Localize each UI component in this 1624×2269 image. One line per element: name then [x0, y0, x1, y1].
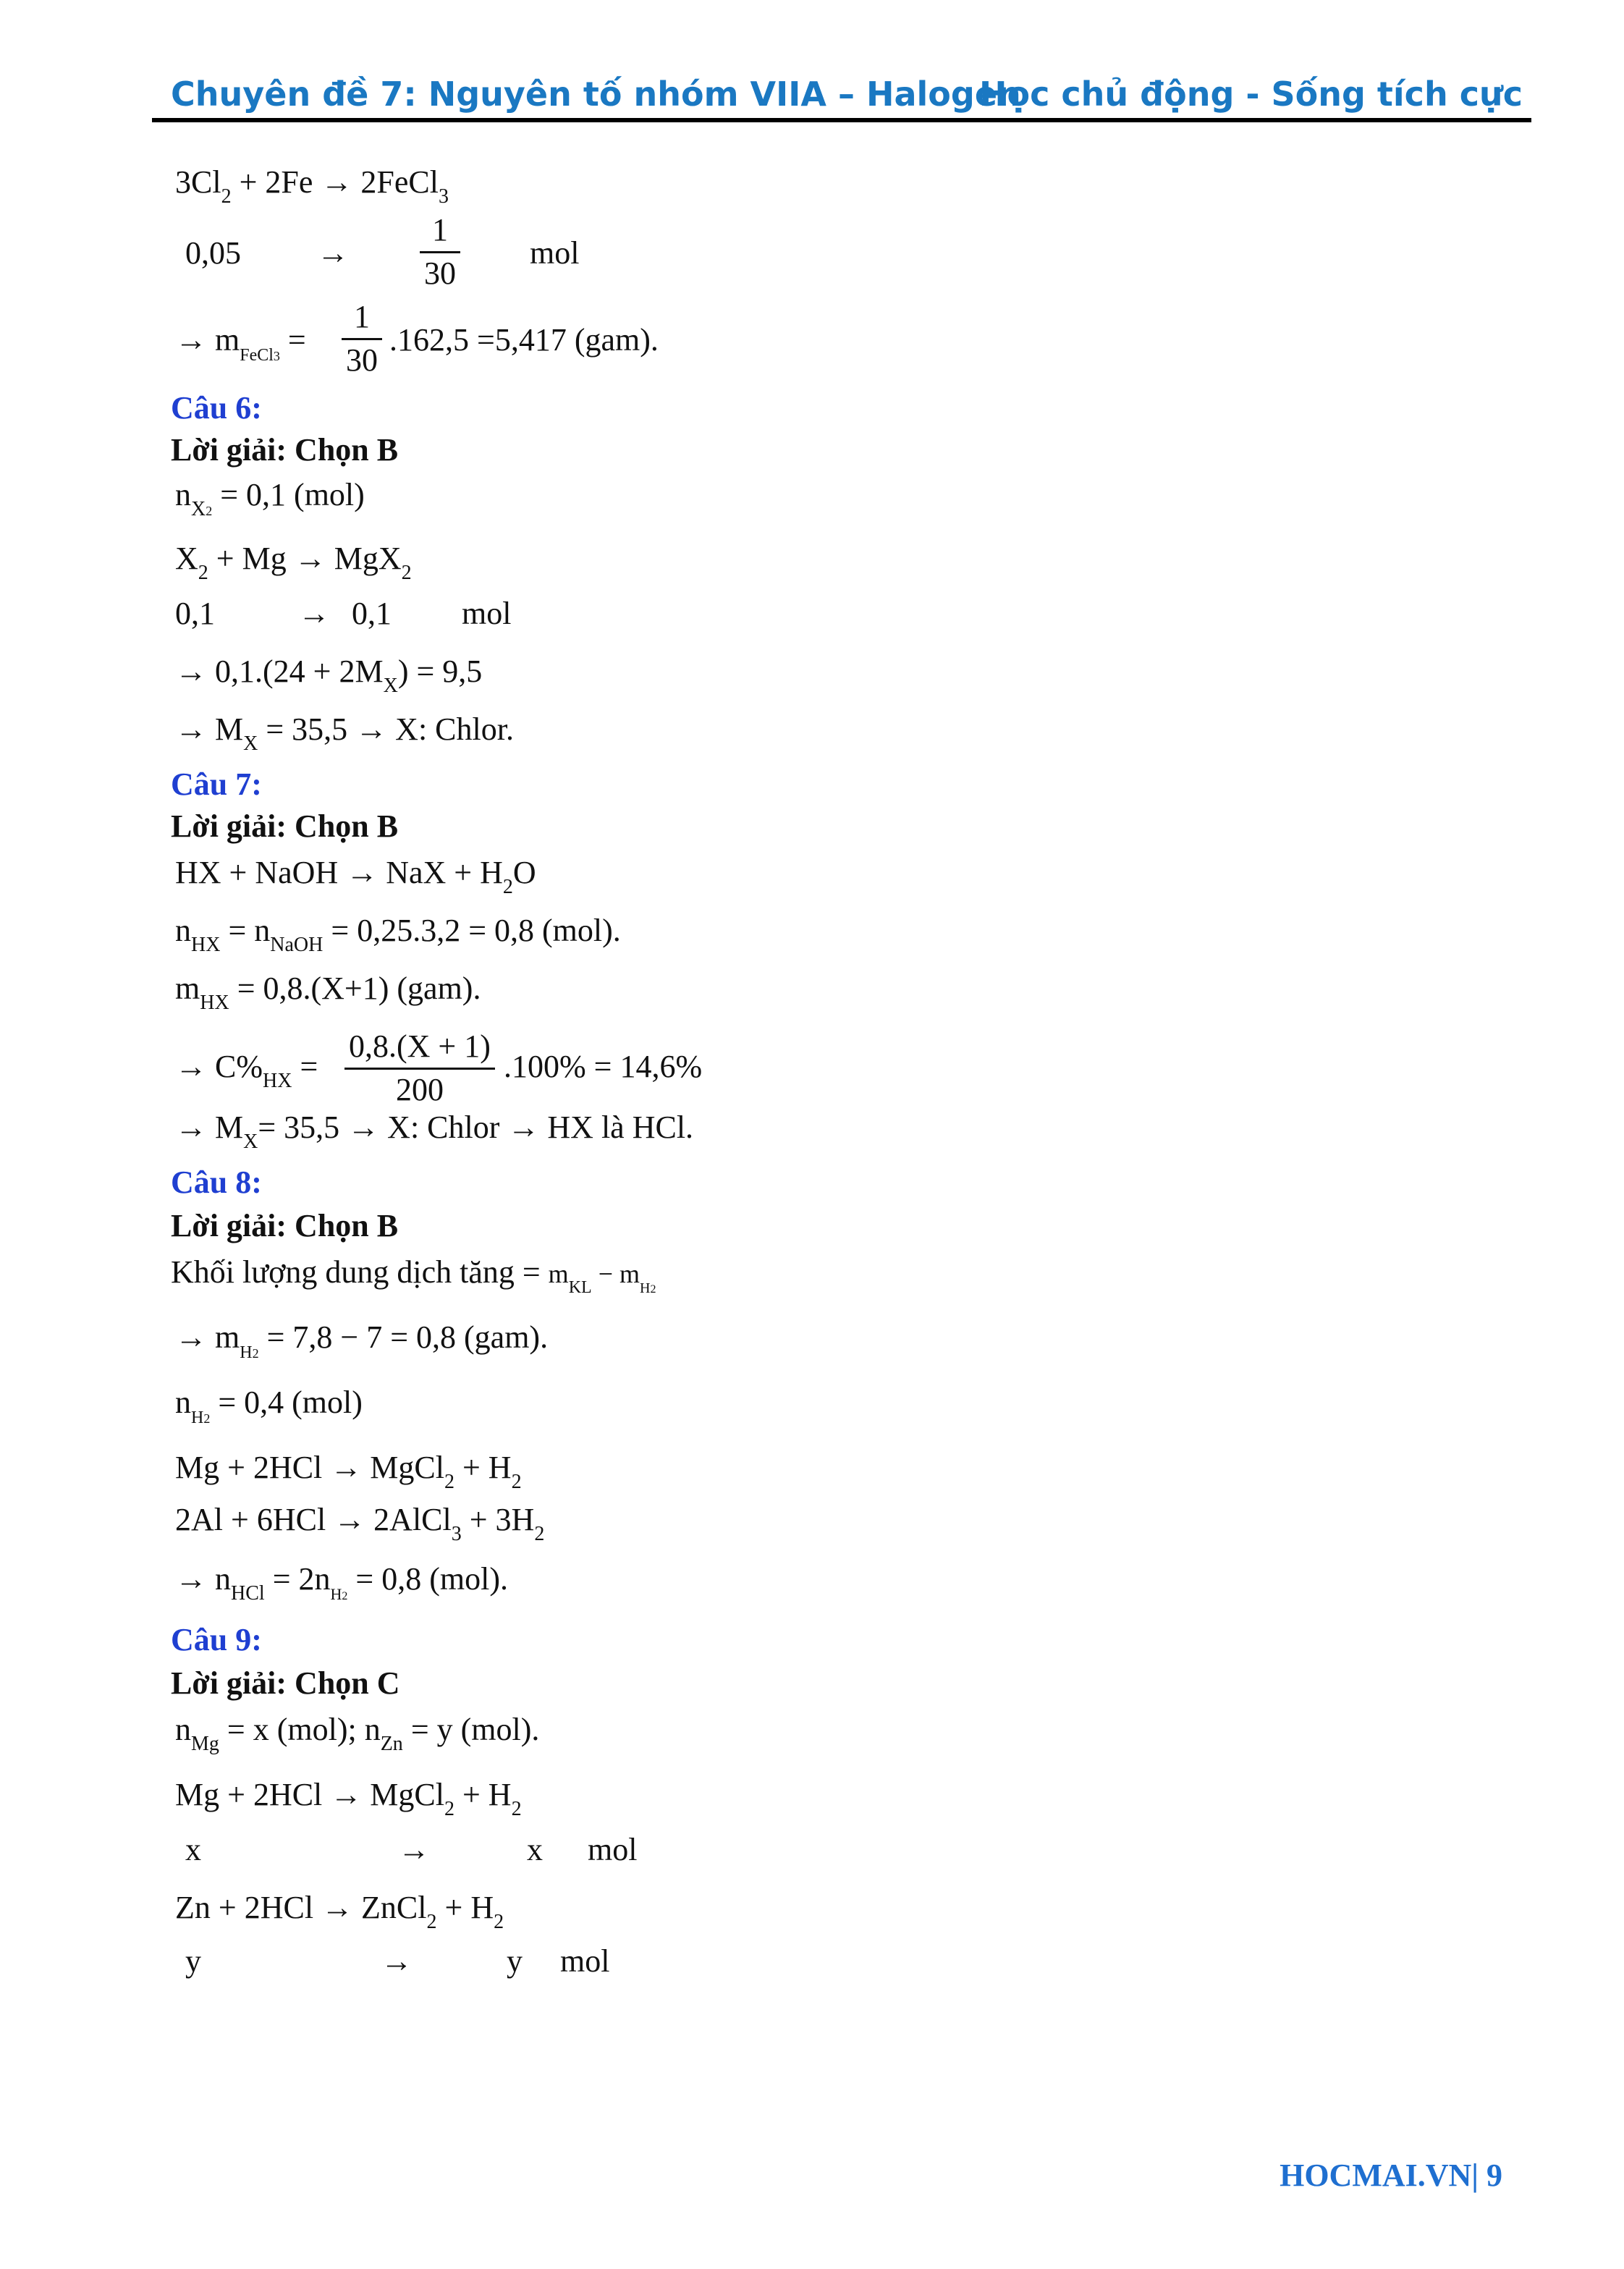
eq-text: = 0,1 (mol)	[212, 477, 365, 512]
equation-line	[175, 1028, 1531, 1109]
equation-line	[175, 1776, 1531, 1831]
eq-text: = 35,5 → X: Chlor → HX là HCl.	[258, 1110, 694, 1145]
eq-text: = 35,5 → X: Chlor.	[258, 711, 514, 747]
equation-line	[175, 1501, 1531, 1560]
fraction	[342, 298, 382, 380]
eq-text: .100% = 14,6%	[504, 1049, 703, 1084]
equation-line	[175, 653, 1531, 711]
eq-text: = 0,4 (mol)	[210, 1385, 363, 1420]
eq-text: Mg + 2HCl → MgCl	[175, 1777, 444, 1812]
eq-text: n	[175, 1385, 191, 1420]
eq-text: + 2Fe → 2FeCl	[231, 164, 439, 200]
fraction-numerator: 0,8.(X + 1)	[344, 1028, 495, 1070]
eq-sub: 2	[426, 1911, 437, 1933]
equation-line	[175, 1319, 1531, 1384]
eq-sub: 3	[438, 185, 449, 208]
eq-text: =	[279, 322, 306, 358]
eq-sub: FeCl	[240, 346, 274, 365]
eq-sub: H	[191, 1408, 204, 1427]
equation-line	[175, 1109, 1531, 1159]
arrow: →	[317, 235, 349, 271]
eq-text: 3Cl	[175, 164, 221, 200]
eq-sub: H	[640, 1280, 651, 1296]
eq-text: Khối lượng dung dịch tăng =	[171, 1254, 549, 1290]
eq-sub: H	[240, 1343, 253, 1362]
eq-text: + H	[436, 1890, 494, 1925]
fraction	[344, 1028, 495, 1110]
equation-line	[175, 912, 1531, 970]
stoich-value: y	[507, 1943, 523, 1979]
eq-text: n	[175, 1712, 191, 1747]
equation-line	[175, 476, 1531, 540]
eq-text: = x (mol); n	[219, 1712, 381, 1747]
eq-sub: 2	[198, 562, 208, 584]
stoich-value: 0,05	[185, 235, 241, 271]
eq-sub: X	[383, 675, 398, 697]
eq-text: X	[175, 541, 198, 576]
page-number: 9	[1479, 2158, 1502, 2193]
eq-text: n	[175, 477, 191, 512]
equation-line	[175, 164, 1531, 210]
eq-text: = 0,8.(X+1) (gam).	[229, 971, 481, 1006]
question-title: Câu 9:	[171, 1622, 262, 1657]
equation-line	[175, 1711, 1531, 1776]
equation-line	[175, 711, 1531, 761]
eq-text: n	[175, 913, 191, 948]
eq-text: = 0,8 (mol).	[347, 1561, 508, 1597]
unit-label: mol	[530, 235, 580, 271]
page-content	[171, 164, 1531, 1993]
arrow: →	[398, 1832, 430, 1867]
eq-text: → n	[175, 1561, 231, 1597]
eq-text: Mg + 2HCl → MgCl	[175, 1450, 444, 1485]
eq-text: = n	[220, 913, 271, 948]
eq-sub: 3	[451, 1523, 462, 1545]
page-footer	[1280, 2157, 1502, 2194]
unit-label: mol	[588, 1832, 638, 1867]
unit-label: mol	[462, 596, 512, 631]
eq-text: → m	[175, 322, 240, 358]
eq-sub: 2	[511, 1798, 522, 1820]
equation-line	[175, 1449, 1531, 1501]
eq-text: → m	[175, 1319, 240, 1355]
eq-text: .162,5 =5,417 (gam).	[389, 322, 659, 358]
header-rule	[152, 118, 1531, 122]
eq-sub: 2	[444, 1798, 454, 1820]
eq-sub: 2	[342, 1590, 348, 1602]
eq-sub: 2	[206, 504, 213, 518]
question-title: Câu 6:	[171, 390, 262, 426]
fraction-numerator: 1	[420, 211, 460, 253]
question-title: Câu 7:	[171, 766, 262, 802]
eq-text: = 2n	[264, 1561, 331, 1597]
footer-site: HOCMAI.VN|	[1280, 2158, 1479, 2193]
eq-text: m	[175, 971, 200, 1006]
eq-text: HX + NaOH → NaX + H	[175, 855, 503, 890]
eq-sub: 2	[534, 1523, 545, 1545]
eq-text: = 0,25.3,2 = 0,8 (mol).	[323, 913, 621, 948]
question-title: Câu 8:	[171, 1165, 262, 1200]
equation-line	[175, 970, 1531, 1028]
fraction-denominator: 30	[424, 255, 456, 291]
eq-text: 2Al + 6HCl → 2AlCl	[175, 1502, 452, 1537]
eq-sub: 2	[511, 1471, 522, 1493]
eq-sub: 2	[444, 1471, 454, 1493]
stoich-line	[175, 1943, 1531, 1993]
eq-sub: KL	[568, 1278, 592, 1297]
eq-text: → 0,1.(24 + 2M	[175, 654, 384, 689]
equation-line	[175, 540, 1531, 595]
fraction-denominator: 30	[346, 342, 378, 378]
arrow: →	[381, 1943, 413, 1979]
eq-text: =	[292, 1049, 318, 1084]
header-slogan: Học chủ động - Sống tích cực	[979, 75, 1523, 114]
eq-sub: 2	[221, 185, 232, 208]
text-line	[171, 1254, 1531, 1319]
header-title: Chuyên đề 7: Nguyên tố nhóm VIIA – Halogen	[171, 75, 1021, 114]
stoich-value: y	[185, 1943, 201, 1979]
eq-sub: X	[191, 498, 206, 520]
eq-sub: Mg	[191, 1733, 219, 1755]
eq-sub: 2	[650, 1283, 656, 1296]
eq-text: + H	[454, 1450, 512, 1485]
stoich-line	[175, 211, 1531, 298]
eq-sub: X	[243, 1131, 258, 1153]
arrow: →	[298, 596, 330, 631]
equation-line	[175, 1889, 1531, 1943]
result-line	[175, 298, 1531, 385]
eq-text: → M	[175, 711, 244, 747]
stoich-line	[175, 595, 1531, 653]
eq-sub: 2	[401, 562, 412, 584]
eq-sub: Zn	[380, 1733, 403, 1755]
eq-text: − m	[591, 1259, 640, 1288]
formula	[175, 1048, 318, 1092]
eq-sub: 3	[273, 349, 280, 363]
unit-label: mol	[560, 1943, 610, 1979]
eq-sub: 2	[203, 1411, 211, 1426]
equation-line	[175, 854, 1531, 912]
eq-text: m	[548, 1259, 569, 1288]
fraction-numerator: 1	[342, 298, 382, 340]
solution-label: Lời giải: Chọn B	[171, 432, 399, 468]
eq-text: + 3H	[461, 1502, 535, 1537]
eq-text: Zn + 2HCl → ZnCl	[175, 1890, 427, 1925]
eq-text: → C%	[175, 1049, 263, 1084]
stoich-value: 0,1	[352, 596, 392, 631]
solution-label: Lời giải: Chọn B	[171, 1208, 399, 1243]
equation-line	[175, 1384, 1531, 1449]
stoich-value: x	[185, 1832, 201, 1867]
eq-text: O	[512, 855, 536, 890]
stoich-line	[175, 1831, 1531, 1889]
stoich-value: x	[527, 1832, 543, 1867]
eq-sub: NaOH	[270, 934, 323, 956]
eq-sub: 2	[502, 876, 513, 898]
eq-text: = y (mol).	[402, 1712, 540, 1747]
fraction-denominator: 200	[395, 1071, 444, 1107]
stoich-value: 0,1	[175, 596, 215, 631]
eq-sub: HX	[191, 934, 221, 956]
eq-sub: X	[243, 732, 258, 755]
fraction	[420, 211, 460, 293]
eq-sub: H	[330, 1585, 342, 1603]
eq-sub: HCl	[231, 1582, 265, 1605]
eq-sub: HX	[263, 1070, 292, 1092]
eq-sub: 2	[252, 1346, 259, 1361]
solution-label: Lời giải: Chọn C	[171, 1665, 400, 1701]
eq-text: + Mg → MgX	[208, 541, 402, 576]
eq-text: = 7,8 − 7 = 0,8 (gam).	[258, 1319, 549, 1355]
eq-sub: HX	[200, 992, 229, 1014]
equation-line	[175, 1560, 1531, 1617]
eq-sub: 2	[494, 1911, 504, 1933]
formula	[175, 321, 306, 365]
solution-label: Lời giải: Chọn B	[171, 808, 399, 844]
eq-text: + H	[454, 1777, 512, 1812]
eq-text: ) = 9,5	[397, 654, 483, 689]
eq-text: → M	[175, 1110, 244, 1145]
